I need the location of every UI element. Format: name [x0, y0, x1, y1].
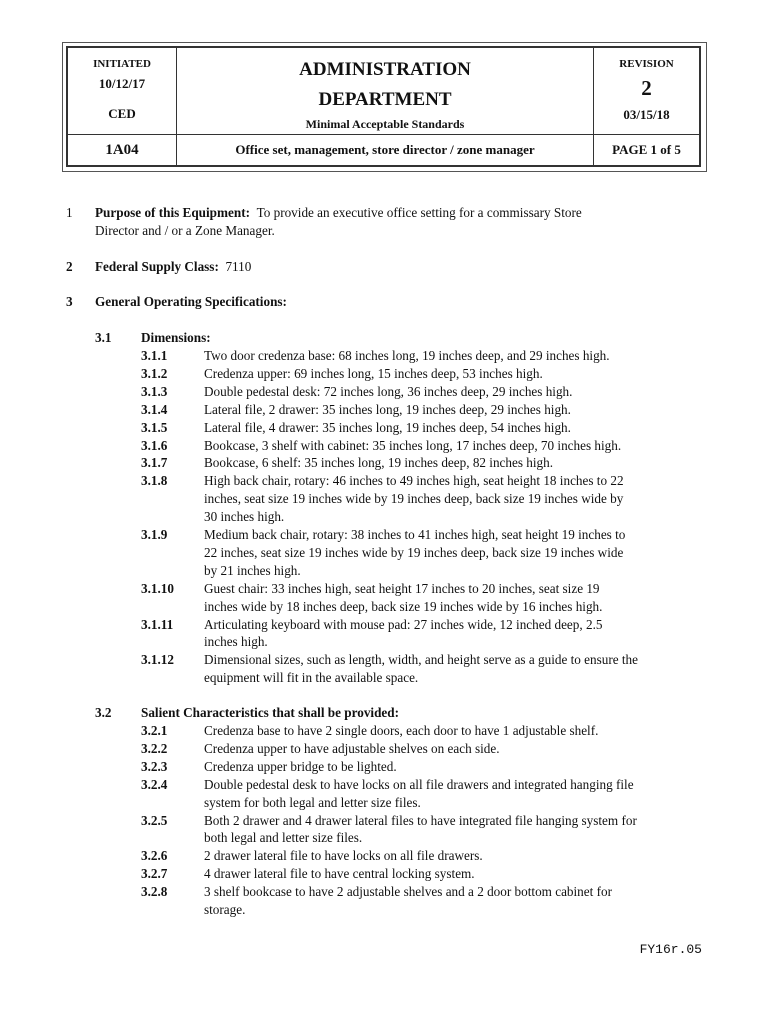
item-number: 3.2.3	[141, 758, 168, 774]
revision-date: 03/15/18	[623, 107, 670, 122]
item-text: 3 shelf bookcase to have 2 adjustable shelves and a 2 door bottom cabinet for	[204, 884, 612, 900]
item-text: Bookcase, 3 shelf with cabinet: 35 inches long, 17 inches deep, 70 inches high.	[204, 437, 622, 453]
section-title: General Operating Specifications:	[95, 294, 287, 309]
item-number: 3.1.6	[141, 437, 168, 453]
item-text: Lateral file, 2 drawer: 35 inches long, 19 inches deep, 29 inches high.	[204, 401, 571, 417]
revision-label: REVISION	[619, 58, 674, 70]
subsection-number: 3.2	[95, 705, 112, 720]
section-title: Federal Supply Class:	[95, 259, 219, 274]
department-title-line1: ADMINISTRATION	[299, 59, 471, 80]
item-text: Credenza upper to have adjustable shelves on each side.	[204, 740, 500, 756]
section-2-line	[95, 258, 251, 276]
section-text: To provide an executive office setting for a commissary Store	[256, 205, 582, 220]
item-number: 3.1.7	[141, 455, 168, 471]
item-text: storage.	[204, 902, 246, 917]
department-subtitle: Minimal Acceptable Standards	[305, 117, 465, 131]
section-text: 7110	[225, 259, 252, 274]
item-text: 30 inches high.	[204, 509, 285, 525]
item-number: 3.1.8	[141, 473, 168, 489]
item-number: 3.2.2	[141, 740, 168, 756]
revision-number: 2	[641, 76, 652, 100]
item-number: 3.1.5	[141, 419, 168, 435]
item-number: 3.2.8	[141, 884, 168, 900]
item-text: Articulating keyboard with mouse pad: 27 inches wide, 12 inched deep, 2.5	[204, 616, 603, 632]
item-number: 3.1.3	[141, 383, 168, 399]
document-code: 1A04	[67, 135, 177, 167]
item-number: 3.1.2	[141, 365, 168, 381]
item-text: High back chair, rotary: 46 inches to 49 inches high, seat height 18 inches to 22	[204, 473, 624, 489]
document-subject: Office set, management, store director / zone manager	[177, 135, 594, 167]
item-text: system for both legal and letter size files.	[204, 794, 421, 810]
item-text: equipment will fit in the available space.	[204, 670, 419, 686]
section-number: 1	[66, 205, 73, 220]
item-number: 3.2.4	[141, 776, 168, 792]
item-text: Credenza upper: 69 inches long, 15 inches deep, 53 inches high.	[204, 365, 543, 381]
department-title-line2: DEPARTMENT	[318, 89, 452, 110]
section-title: Purpose of this Equipment:	[95, 205, 250, 220]
department-cell	[177, 47, 594, 135]
item-text: Bookcase, 6 shelf: 35 inches long, 19 inches deep, 82 inches high.	[204, 455, 554, 471]
item-text: Both 2 drawer and 4 drawer lateral files to have integrated file hanging system for	[204, 812, 637, 828]
item-text: inches, seat size 19 inches wide by 19 inches deep, back size 19 inches wide by	[204, 491, 624, 507]
item-text: Medium back chair, rotary: 38 inches to 41 inches high, seat height 19 inches to	[204, 527, 626, 542]
item-number: 3.2.6	[141, 848, 168, 864]
item-number: 3.2.7	[141, 866, 168, 882]
initiated-label: INITIATED	[93, 58, 151, 70]
item-text: Double pedestal desk to have locks on all file drawers and integrated hanging file	[204, 776, 634, 792]
subsection-title: Salient Characteristics that shall be provided:	[141, 705, 400, 720]
item-text: Guest chair: 33 inches high, seat height 17 inches to 20 inches, seat size 19	[204, 580, 600, 596]
item-text: 22 inches, seat size 19 inches wide by 19 inches deep, back size 19 inches wide	[204, 544, 624, 560]
item-text: 2 drawer lateral file to have locks on all file drawers.	[204, 848, 483, 864]
item-number: 3.1.12	[141, 652, 174, 668]
section-number: 2	[66, 259, 73, 274]
subsection-number: 3.1	[95, 330, 112, 345]
item-text: by 21 inches high.	[204, 562, 301, 578]
item-text: inches wide by 18 inches deep, back size 19 inches wide by 16 inches high.	[204, 598, 603, 614]
item-number: 3.1.1	[141, 348, 168, 363]
item-text: Dimensional sizes, such as length, width, and height serve as a guide to ensure the	[204, 652, 638, 668]
initiated-by: CED	[108, 106, 136, 121]
item-text: Two door credenza base: 68 inches long, 19 inches deep, and 29 inches high.	[204, 348, 610, 363]
item-text: inches high.	[204, 634, 268, 650]
item-number: 3.1.4	[141, 401, 168, 417]
item-text: 4 drawer lateral file to have central locking system.	[204, 866, 475, 882]
section-1-line	[95, 204, 582, 222]
item-number: 3.1.10	[141, 580, 174, 596]
page-info: PAGE 1 of 5	[594, 135, 701, 167]
header-table	[66, 46, 701, 167]
item-text: Lateral file, 4 drawer: 35 inches long, 19 inches deep, 54 inches high.	[204, 419, 571, 435]
item-number: 3.1.11	[141, 616, 174, 632]
section-text: Director and / or a Zone Manager.	[95, 223, 275, 238]
section-number: 3	[66, 294, 73, 309]
revision-cell	[594, 47, 701, 135]
initiated-cell	[67, 47, 177, 135]
item-number: 3.2.5	[141, 812, 168, 828]
item-number: 3.2.1	[141, 723, 168, 738]
item-text: Credenza upper bridge to be lighted.	[204, 758, 397, 774]
item-text: both legal and letter size files.	[204, 830, 363, 846]
item-number: 3.1.9	[141, 527, 168, 542]
item-text: Credenza base to have 2 single doors, each door to have 1 adjustable shelf.	[204, 723, 599, 738]
form-code: FY16r.05	[639, 942, 702, 957]
subsection-title: Dimensions:	[141, 330, 211, 345]
initiated-date: 10/12/17	[98, 76, 146, 91]
item-text: Double pedestal desk: 72 inches long, 36 inches deep, 29 inches high.	[204, 383, 573, 399]
